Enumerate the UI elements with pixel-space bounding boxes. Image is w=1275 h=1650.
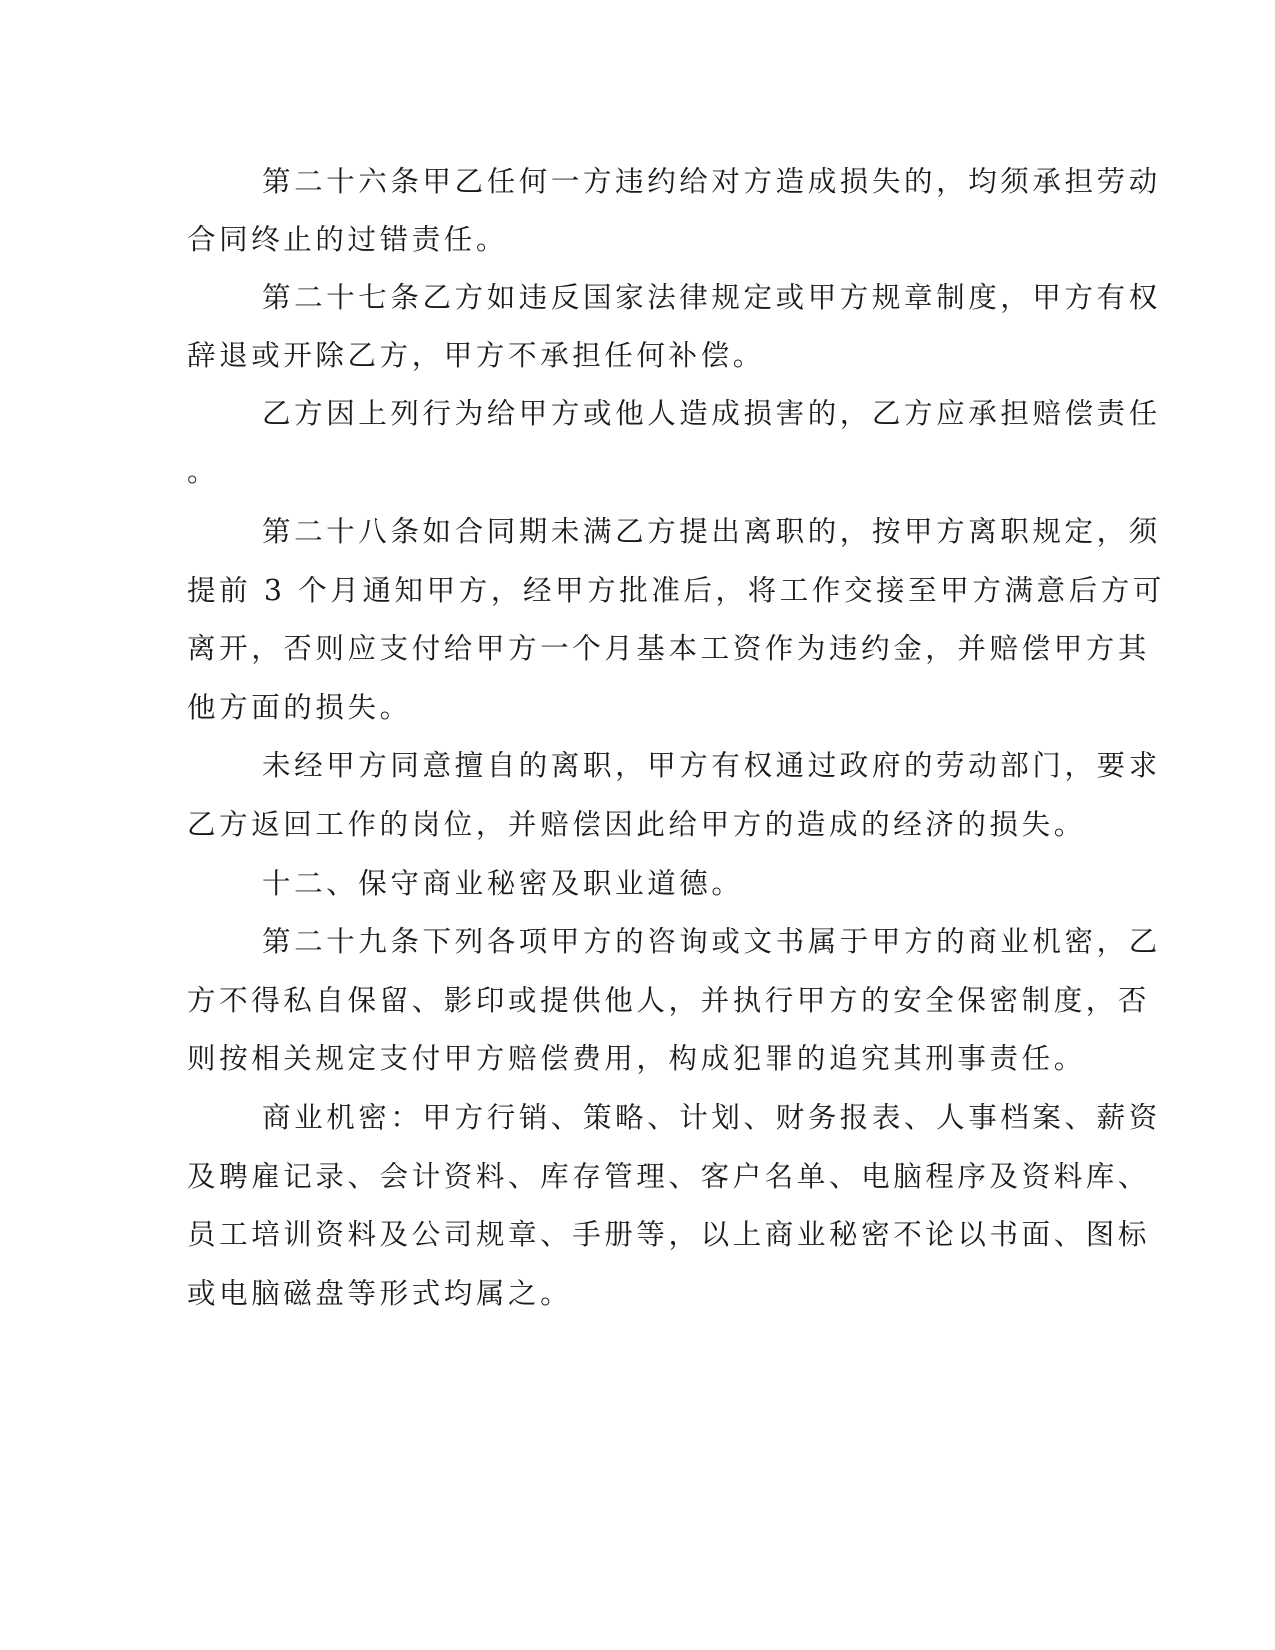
paragraph-line: 他方面的损失。 xyxy=(187,691,412,724)
paragraph-line: 商业机密：甲方行销、策略、计划、财务报表、人事档案、薪资 xyxy=(262,1101,1161,1134)
paragraph-line: 第二十八条如合同期未满乙方提出离职的，按甲方离职规定，须 xyxy=(262,515,1161,548)
paragraph-line: 员工培训资料及公司规章、手册等，以上商业秘密不论以书面、图标 xyxy=(187,1218,1151,1251)
paragraph-line: 合同终止的过错责任。 xyxy=(187,223,509,256)
paragraph-line: 及聘雇记录、会计资料、库存管理、客户名单、电脑程序及资料库、 xyxy=(187,1160,1151,1193)
paragraph-line: 方不得私自保留、影印或提供他人，并执行甲方的安全保密制度，否 xyxy=(187,984,1151,1017)
paragraph-line: 第二十七条乙方如违反国家法律规定或甲方规章制度，甲方有权 xyxy=(262,281,1161,314)
paragraph-line: 第二十六条甲乙任何一方违约给对方造成损失的，均须承担劳动 xyxy=(262,165,1161,198)
paragraph-line: 提前 3 个月通知甲方，经甲方批准后，将工作交接至甲方满意后方可 xyxy=(187,574,1165,607)
paragraph-line: 乙方返回工作的岗位，并赔偿因此给甲方的造成的经济的损失。 xyxy=(187,808,1086,841)
paragraph-line: 辞退或开除乙方，甲方不承担任何补偿。 xyxy=(187,339,765,372)
paragraph-line: 离开，否则应支付给甲方一个月基本工资作为违约金，并赔偿甲方其 xyxy=(187,632,1151,665)
paragraph-line: 则按相关规定支付甲方赔偿费用，构成犯罪的追究其刑事责任。 xyxy=(187,1042,1086,1075)
paragraph-line: 未经甲方同意擅自的离职，甲方有权通过政府的劳动部门，要求 xyxy=(262,749,1161,782)
section-heading: 十二、保守商业秘密及职业道德。 xyxy=(262,867,744,900)
paragraph-line: 第二十九条下列各项甲方的咨询或文书属于甲方的商业机密，乙 xyxy=(262,925,1161,958)
paragraph-line: 。 xyxy=(187,455,220,488)
paragraph-line: 或电脑磁盘等形式均属之。 xyxy=(187,1277,573,1310)
document-body xyxy=(187,0,1165,1650)
paragraph-line: 乙方因上列行为给甲方或他人造成损害的，乙方应承担赔偿责任 xyxy=(262,397,1161,430)
